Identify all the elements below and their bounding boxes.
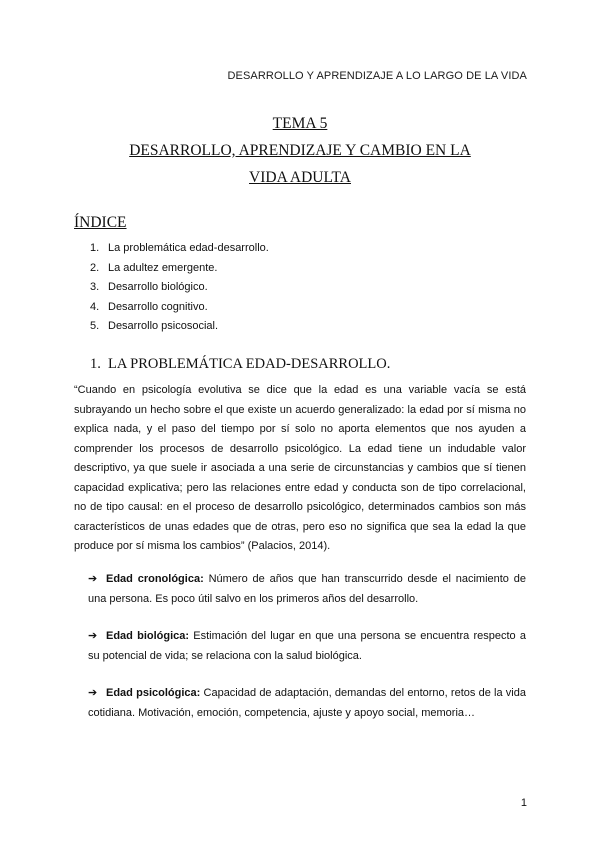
arrow-right-icon: ➔ bbox=[88, 630, 98, 642]
bullet-text: Estimación del lugar en que una persona se encuentra respecto a su potencial de vida; se relaciona con la salud biológica. bbox=[88, 630, 526, 662]
list-item-label: Desarrollo psicosocial. bbox=[108, 320, 219, 332]
list-item-label: Desarrollo cognitivo. bbox=[108, 300, 208, 313]
bullet-term: Edad cronológica: bbox=[106, 573, 204, 585]
bullet-term: Edad biológica: bbox=[106, 630, 190, 642]
section-heading-text: LA PROBLEMÁTICA EDAD-DESARROLLO. bbox=[108, 356, 391, 372]
list-item bbox=[90, 317, 269, 337]
index-list bbox=[90, 239, 269, 337]
list-item bbox=[90, 259, 269, 279]
page-number: 1 bbox=[520, 797, 527, 809]
quote-paragraph: “Cuando en psicología evolutiva se dice que la edad es una variable vacía se está subrayando un hecho sobre el que existe un acuerdo generalizado: la edad por sí misma no explica nada, y el paso del tiempo por sí solo no aporta elementos que nos ayuden a comprender los procesos de desarrollo psicológico. La edad tiene un indudable valor descriptivo, ya que suele ir asociada a una serie de circunstancias y cambios que sí tienen capacidad explicativa; pero las relaciones entre edad y conducta son de tipo correlacional, no de tipo causal: en el proceso de desarrollo psicológico, determinados cambios son más característicos de unas edades que de otras, pero eso no significa que sea la edad la que produce por sí misma los cambios” (Palacios, 2014). bbox=[74, 384, 526, 552]
section-number: 1. bbox=[90, 356, 101, 372]
arrow-right-icon: ➔ bbox=[88, 573, 98, 585]
list-item bbox=[90, 239, 269, 259]
bullet-text: Capacidad de adaptación, demandas del entorno, retos de la vida cotidiana. Motivación, emoción, competencia, ajuste y apoyo social, memoria… bbox=[88, 687, 526, 719]
bullet-item bbox=[88, 626, 526, 666]
bullet-item bbox=[88, 569, 526, 609]
list-item-label: La problemática edad-desarrollo. bbox=[108, 242, 269, 254]
bullet-item bbox=[88, 683, 526, 723]
list-item-number: 3. bbox=[90, 281, 100, 293]
title-line-1: TEMA 5 bbox=[272, 115, 328, 132]
document-title bbox=[0, 110, 600, 191]
arrow-right-icon: ➔ bbox=[88, 687, 98, 699]
bullet-term: Edad psicológica: bbox=[106, 687, 201, 699]
title-line-3: VIDA ADULTA bbox=[249, 169, 351, 186]
running-header: DESARROLLO Y APRENDIZAJE A LO LARGO DE LA VIDA bbox=[227, 70, 527, 82]
section-heading bbox=[90, 356, 390, 373]
list-item-label: La adultez emergente. bbox=[108, 261, 218, 274]
list-item-number: 1. bbox=[90, 242, 100, 254]
list-item bbox=[90, 298, 269, 318]
list-item-label: Desarrollo biológico. bbox=[108, 281, 208, 293]
list-item-number: 4. bbox=[90, 300, 100, 313]
bullet-text: Número de años que han transcurrido desde el nacimiento de una persona. Es poco útil salvo en los primeros años del desarrollo. bbox=[88, 573, 526, 605]
title-line-2: DESARROLLO, APRENDIZAJE Y CAMBIO EN LA bbox=[129, 142, 471, 159]
list-item-number: 2. bbox=[90, 261, 100, 274]
list-item bbox=[90, 278, 269, 298]
list-item-number: 5. bbox=[90, 320, 100, 332]
index-heading: ÍNDICE bbox=[74, 214, 127, 231]
